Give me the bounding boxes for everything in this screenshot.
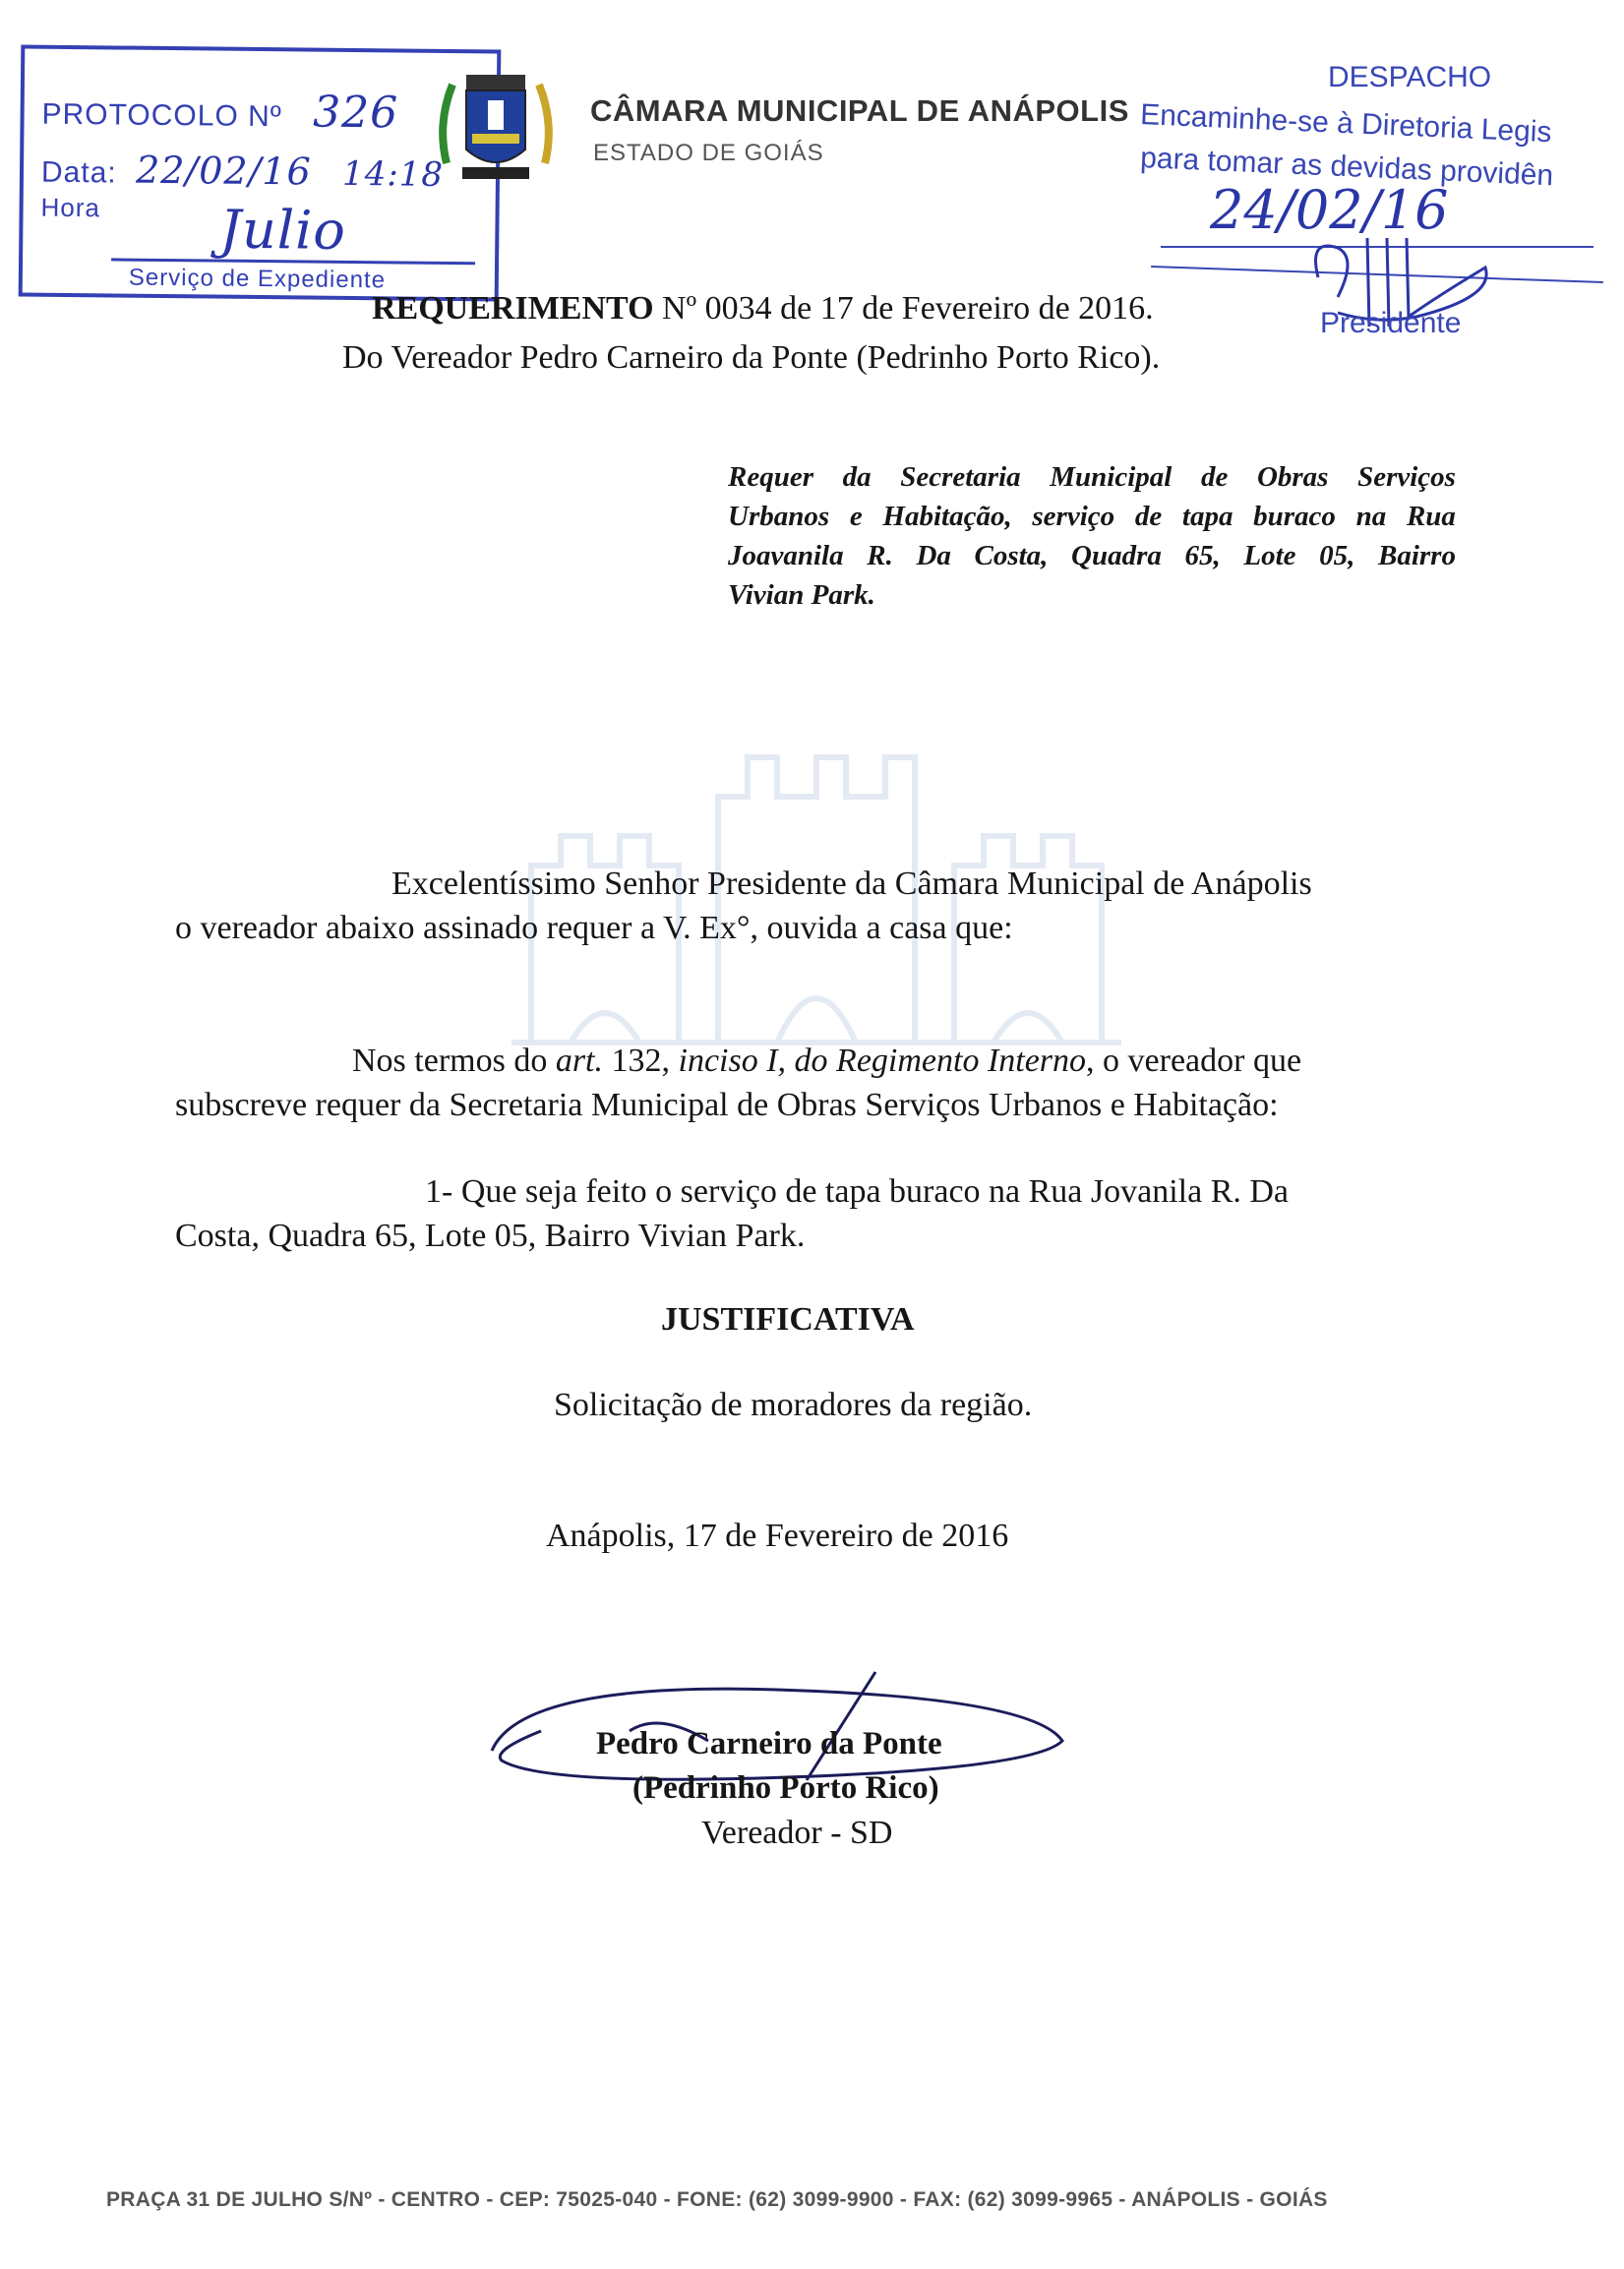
signer-name: Pedro Carneiro da Ponte bbox=[596, 1726, 942, 1761]
terms-pre: Nos termos do bbox=[352, 1043, 556, 1079]
justification-title: JUSTIFICATIVA bbox=[661, 1301, 915, 1338]
author-line: Do Vereador Pedro Carneiro da Ponte (Pedrinho Porto Rico). bbox=[342, 339, 1161, 376]
signer-nickname: (Pedrinho Porto Rico) bbox=[632, 1770, 939, 1806]
requerimento-heading-bold: REQUERIMENTO bbox=[372, 290, 654, 327]
header-title: CÂMARA MUNICIPAL DE ANÁPOLIS bbox=[590, 93, 1129, 128]
header-subtitle: ESTADO DE GOIÁS bbox=[593, 140, 824, 166]
salutation-line-1: Excelentíssimo Senhor Presidente da Câmara Municipal de Anápolis bbox=[391, 866, 1312, 902]
protocol-date: 22/02/16 bbox=[135, 148, 312, 194]
requerimento-heading-rest: Nº 0034 de 17 de Fevereiro de 2016. bbox=[653, 290, 1154, 327]
expediente-label: Serviço de Expediente bbox=[128, 264, 387, 294]
footer-address: PRAÇA 31 DE JULHO S/Nº - CENTRO - CEP: 75025-040 - FONE: (62) 3099-9900 - FAX: (62) 3099-9965 - ANÁPOLIS - GOIÁS bbox=[106, 2188, 1328, 2211]
despacho-title: DESPACHO bbox=[1328, 61, 1492, 93]
coat-of-arms-icon bbox=[433, 65, 559, 193]
protocol-signature: Julio bbox=[219, 198, 347, 262]
place-date: Anápolis, 17 de Fevereiro de 2016 bbox=[546, 1518, 1009, 1554]
summary-block bbox=[728, 457, 1456, 615]
summary-line-3: Joavanila R. Da Costa, Quadra 65, Lote 05, Bairro bbox=[728, 540, 1456, 571]
protocol-label: PROTOCOLO Nº bbox=[41, 97, 282, 134]
date-label: Data: bbox=[40, 155, 117, 190]
requerimento-heading bbox=[372, 290, 1154, 328]
despacho-line1: Encaminhe-se à Diretoria Legis bbox=[1139, 98, 1553, 149]
justification-text: Solicitação de moradores da região. bbox=[554, 1387, 1033, 1423]
terms-post: , o vereador que bbox=[1086, 1043, 1302, 1079]
summary-line-1: Requer da Secretaria Municipal de Obras Serviços bbox=[728, 461, 1456, 493]
protocol-time: 14:18 bbox=[341, 153, 445, 195]
despacho-stamp bbox=[1141, 61, 1603, 386]
terms-line-2: subscreve requer da Secretaria Municipal de Obras Serviços Urbanos e Habitação: bbox=[175, 1087, 1279, 1123]
item1-line-1: 1- Que seja feito o serviço de tapa buraco na Rua Jovanila R. Da bbox=[425, 1173, 1290, 1210]
terms-num: 132, bbox=[603, 1043, 679, 1079]
salutation-line-2: o vereador abaixo assinado requer a V. Ex°, ouvida a casa que: bbox=[175, 910, 1013, 946]
item1-line-2: Costa, Quadra 65, Lote 05, Bairro Vivian Park. bbox=[175, 1218, 806, 1254]
protocol-stamp bbox=[19, 44, 502, 301]
despacho-line2: para tomar as devidas providên bbox=[1139, 142, 1554, 193]
terms-line-1 bbox=[352, 1043, 1301, 1080]
signer-role: Vereador - SD bbox=[701, 1815, 893, 1851]
protocol-number: 326 bbox=[312, 87, 399, 139]
summary-line-2: Urbanos e Habitação, serviço de tapa buraco na Rua bbox=[728, 501, 1456, 532]
hora-label: Hora bbox=[40, 192, 101, 223]
terms-art: art. bbox=[555, 1043, 604, 1079]
despacho-date: 24/02/16 bbox=[1210, 179, 1449, 241]
terms-inciso: inciso I, do Regimento Interno bbox=[678, 1043, 1087, 1079]
despacho-role: Presidente bbox=[1320, 307, 1462, 339]
summary-line-4: Vivian Park. bbox=[728, 579, 875, 611]
